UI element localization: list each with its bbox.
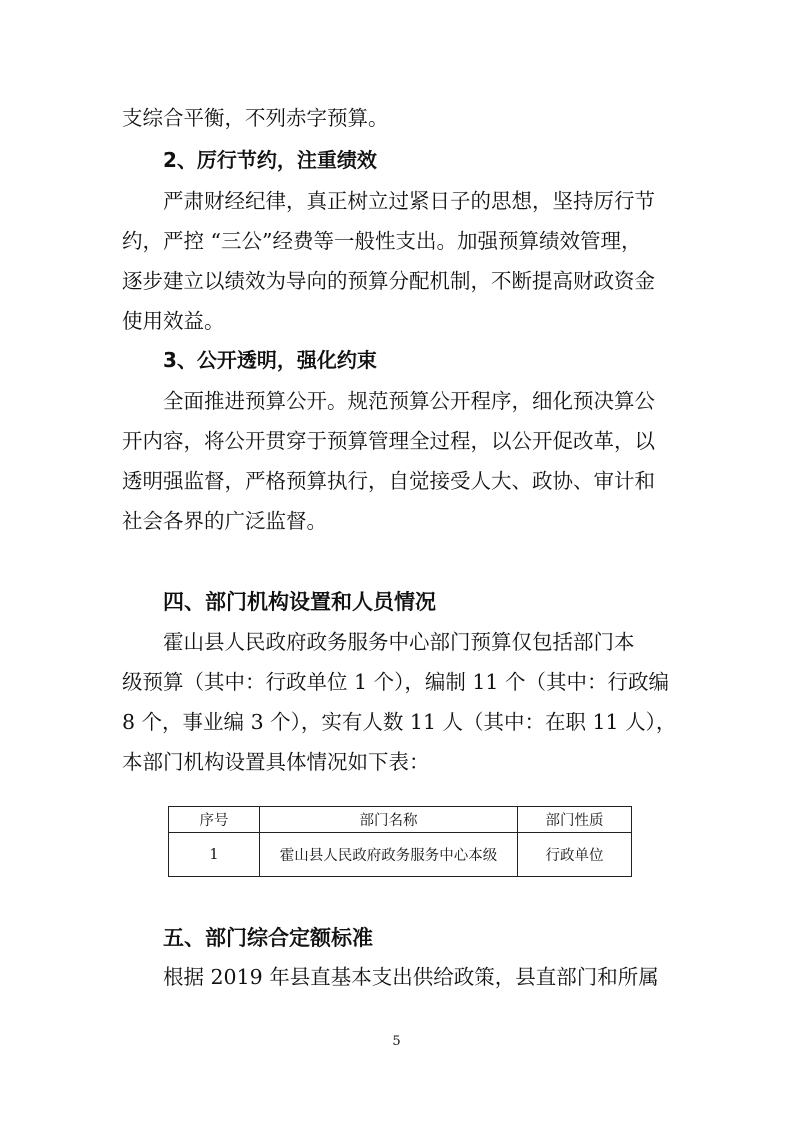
table-row bbox=[169, 833, 632, 877]
text-line: 开内容，将公开贯穿于预算管理全过程，以公开促改革，以 bbox=[122, 429, 655, 453]
page-number: 5 bbox=[392, 1034, 401, 1049]
text-line: 全面推进预算公开。规范预算公开程序，细化预决算公 bbox=[163, 389, 655, 413]
table-header-cell: 序号 bbox=[169, 807, 260, 833]
text-line: 约，严控 “三公”经费等一般性支出。加强预算绩效管理， bbox=[122, 229, 642, 253]
text-line: 支综合平衡，不列赤字预算。 bbox=[122, 106, 389, 130]
text-line: 霍山县人民政府政务服务中心部门预算仅包括部门本 bbox=[163, 630, 635, 654]
subheading: 3、公开透明，强化约束 bbox=[163, 348, 377, 372]
table-header-row bbox=[169, 807, 632, 833]
section-heading: 四、部门机构设置和人员情况 bbox=[163, 590, 436, 614]
table-cell: 霍山县人民政府政务服务中心本级 bbox=[260, 833, 518, 877]
text-line: 社会各界的广泛监督。 bbox=[122, 509, 327, 533]
table-header-cell: 部门名称 bbox=[260, 807, 518, 833]
subheading: 2、厉行节约，注重绩效 bbox=[163, 148, 377, 172]
text-line: 本部门机构设置具体情况如下表： bbox=[122, 750, 430, 774]
section-heading: 五、部门综合定额标准 bbox=[163, 926, 373, 950]
org-table bbox=[168, 806, 632, 877]
text-line: 8 个，事业编 3 个），实有人数 11 人（其中：在职 11 人）， bbox=[122, 710, 677, 734]
table-header-cell: 部门性质 bbox=[518, 807, 632, 833]
table-cell: 1 bbox=[169, 833, 260, 877]
text-line: 透明强监督，严格预算执行，自觉接受人大、政协、审计和 bbox=[122, 469, 655, 493]
text-line: 逐步建立以绩效为导向的预算分配机制，不断提高财政资金 bbox=[122, 269, 655, 293]
text-line: 根据 2019 年县直基本支出供给政策，县直部门和所属 bbox=[163, 965, 659, 989]
table-cell: 行政单位 bbox=[518, 833, 632, 877]
text-line: 级预算（其中：行政单位 1 个），编制 11 个（其中：行政编 bbox=[122, 670, 669, 694]
text-line: 使用效益。 bbox=[122, 309, 225, 333]
text-line: 严肃财经纪律，真正树立过紧日子的思想，坚持厉行节 bbox=[163, 189, 655, 213]
